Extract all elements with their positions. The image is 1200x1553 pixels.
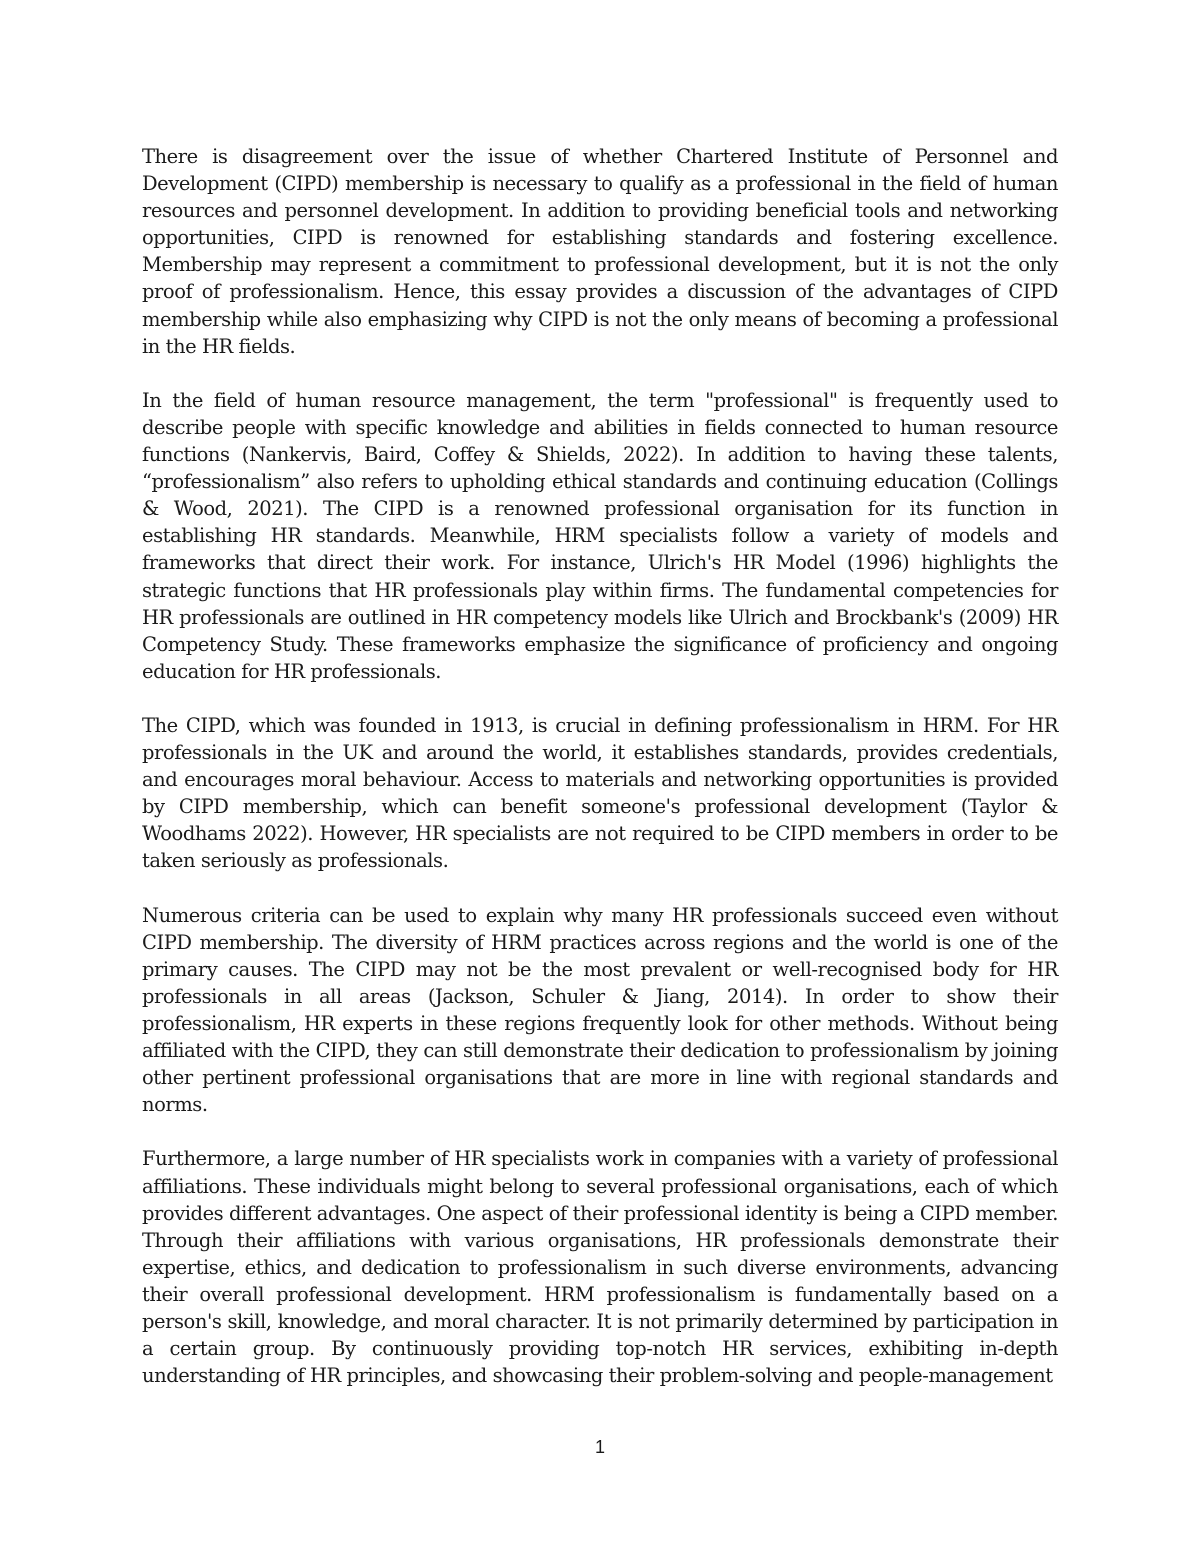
paragraph-cipd-role: The CIPD, which was founded in 1913, is crucial in defining professionalism in HRM. For HR professionals in the UK and around the world, it establishes standards, provides credentials, and encourages moral behaviour. Access to materials and networking opportunities is provided by CIPD membership, which can benefit someone's professional development (Taylor & Woodhams 2022). However, HR specialists are not required to be CIPD members in order to be taken seriously as professionals. bbox=[142, 713, 1058, 873]
paragraph-diversity: Numerous criteria can be used to explain why many HR professionals succeed even without CIPD membership. The diversity of HRM practices across regions and the world is one of the primary causes. The CIPD may not be the most prevalent or well-recognised body for HR professionals in all areas (Jackson, Schuler & Jiang, 2014). In order to show their professionalism, HR experts in these regions frequently look for other methods. Without being affiliated with the CIPD, they can still demonstrate their dedication to professionalism by joining other pertinent professional organisations that are more in line with regional standards and norms. bbox=[142, 903, 1058, 1117]
document-body bbox=[142, 143, 1058, 1416]
page-number: 1 bbox=[594, 1437, 605, 1457]
paragraph-definition: In the field of human resource management, the term "professional" is frequently used to describe people with specific knowledge and abilities in fields connected to human resource functions (Nankervis, Baird, Coffey & Shields, 2022). In addition to having these talents, “professionalism” also refers to upholding ethical standards and continuing education (Collings & Wood, 2021). The CIPD is a renowned professional organisation for its function in establishing HR standards. Meanwhile, HRM specialists follow a variety of models and frameworks that direct their work. For instance, Ulrich's HR Model (1996) highlights the strategic functions that HR professionals play within firms. The fundamental competencies for HR professionals are outlined in HR competency models like Ulrich and Brockbank's (2009) HR Competency Study. These frameworks emphasize the significance of proficiency and ongoing education for HR professionals. bbox=[142, 388, 1058, 683]
paragraph-affiliations: Furthermore, a large number of HR specialists work in companies with a variety of professional affiliations. These individuals might belong to several professional organisations, each of which provides different advantages. One aspect of their professional identity is being a CIPD member. Through their affiliations with various organisations, HR professionals demonstrate their expertise, ethics, and dedication to professionalism in such diverse environments, advancing their overall professional development. HRM professionalism is fundamentally based on a person's skill, knowledge, and moral character. It is not primarily determined by participation in a certain group. By continuously providing top-notch HR services, exhibiting in-depth understanding of HR principles, and showcasing their problem-solving and people-management bbox=[142, 1147, 1058, 1388]
paragraph-intro: There is disagreement over the issue of whether Chartered Institute of Personnel and Development (CIPD) membership is necessary to qualify as a professional in the field of human resources and personnel development. In addition to providing beneficial tools and networking opportunities, CIPD is renowned for establishing standards and fostering excellence. Membership may represent a commitment to professional development, but it is not the only proof of professionalism. Hence, this essay provides a discussion of the advantages of CIPD membership while also emphasizing why CIPD is not the only means of becoming a professional in the HR fields. bbox=[142, 145, 1058, 358]
